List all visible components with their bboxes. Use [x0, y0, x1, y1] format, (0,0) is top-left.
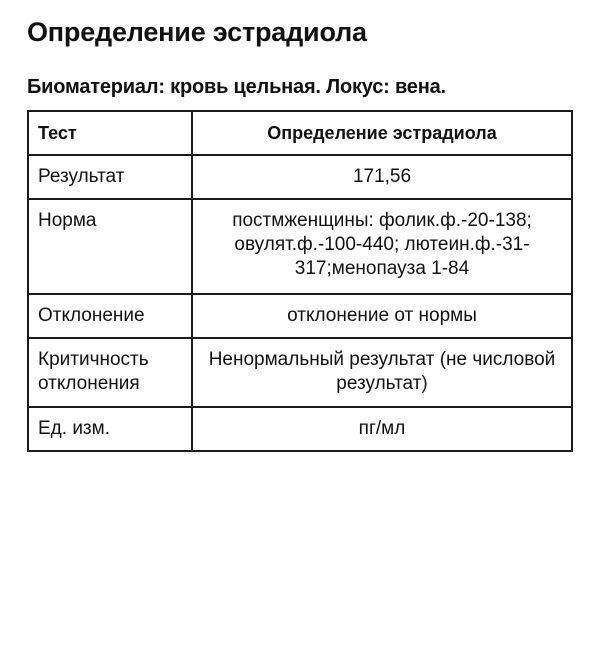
row-label: Результат [28, 155, 192, 199]
result-value: 171,56 [192, 155, 572, 199]
table-row-deviation [28, 294, 572, 338]
unit-value: пг/мл [192, 407, 572, 451]
page-title: Определение эстрадиола [27, 17, 367, 47]
row-label: Ед. изм. [28, 407, 192, 451]
row-label: Отклонение [28, 294, 192, 338]
table-row-unit [28, 407, 572, 451]
table-row-criticality [28, 338, 572, 407]
header-test-label: Тест [28, 111, 192, 155]
biomaterial-subtitle: Биоматериал: кровь цельная. Локус: вена. [27, 76, 446, 98]
table-header-row [28, 111, 572, 155]
deviation-value: отклонение от нормы [192, 294, 572, 338]
table-row-result [28, 155, 572, 199]
table-row-norm [28, 199, 572, 294]
row-label: Норма [28, 199, 192, 294]
row-label: Критичность отклонения [28, 338, 192, 407]
header-test-name: Определение эстрадиола [192, 111, 572, 155]
results-table [27, 110, 573, 452]
norm-value: постмженщины: фолик.ф.-20-138; овулят.ф.-100-440; лютеин.ф.-31-317;менопауза 1-84 [192, 199, 572, 294]
criticality-value: Ненормальный результат (не числовой результат) [192, 338, 572, 407]
